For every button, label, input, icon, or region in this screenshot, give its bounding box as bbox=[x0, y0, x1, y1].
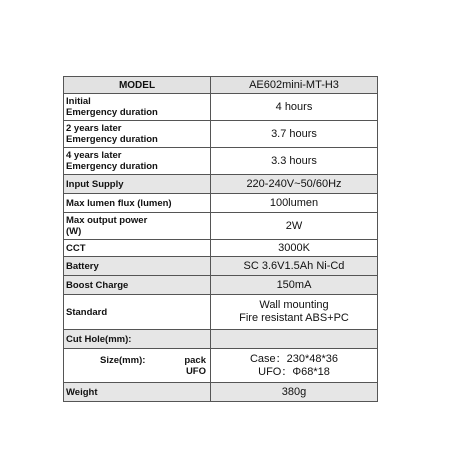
row-label-line: 4 years later bbox=[66, 150, 122, 161]
size-sub-label-ufo: UFO bbox=[185, 365, 206, 377]
table-row-weight bbox=[64, 383, 378, 402]
row-value: 150mA bbox=[211, 276, 378, 295]
row-label: Boost Charge bbox=[64, 276, 211, 295]
table-row-lumen-flux bbox=[64, 194, 378, 213]
row-label bbox=[64, 94, 211, 121]
row-label: Weight bbox=[64, 383, 211, 402]
row-label-line: Max output power bbox=[66, 215, 148, 226]
row-value: 2W bbox=[211, 213, 378, 240]
row-value: 380g bbox=[211, 383, 378, 402]
row-label bbox=[64, 349, 211, 383]
table-header-row bbox=[64, 77, 378, 94]
table-row-input-supply bbox=[64, 175, 378, 194]
row-label: CCT bbox=[64, 240, 211, 257]
table-row-size bbox=[64, 349, 378, 383]
size-label-group bbox=[66, 355, 208, 377]
row-value-line: Fire resistant ABS+PC bbox=[239, 312, 349, 324]
model-label: MODEL bbox=[64, 77, 211, 94]
spec-table bbox=[63, 76, 378, 402]
row-label-line: Initial bbox=[66, 96, 91, 107]
row-label bbox=[64, 213, 211, 240]
row-label-line: Emergency duration bbox=[66, 161, 158, 172]
row-label: Input Supply bbox=[64, 175, 211, 194]
row-value bbox=[211, 295, 378, 330]
model-value: AE602mini-MT-H3 bbox=[211, 77, 378, 94]
table-row-4yr-duration bbox=[64, 148, 378, 175]
row-value: 220-240V~50/60Hz bbox=[211, 175, 378, 194]
row-value: 100lumen bbox=[211, 194, 378, 213]
size-sub-label-pack: pack bbox=[184, 354, 206, 366]
row-value: 4 hours bbox=[211, 94, 378, 121]
row-value: 3000K bbox=[211, 240, 378, 257]
row-label bbox=[64, 148, 211, 175]
row-value-line: Wall mounting bbox=[259, 299, 329, 311]
table-row-boost-charge bbox=[64, 276, 378, 295]
table-row-cut-hole bbox=[64, 330, 378, 349]
row-label: Max lumen flux (lumen) bbox=[64, 194, 211, 213]
table-row-2yr-duration bbox=[64, 121, 378, 148]
size-sub-labels bbox=[184, 355, 206, 377]
row-value: 3.7 hours bbox=[211, 121, 378, 148]
row-value: SC 3.6V1.5Ah Ni-Cd bbox=[211, 257, 378, 276]
table-row-initial-duration bbox=[64, 94, 378, 121]
row-label-line: Emergency duration bbox=[66, 107, 158, 118]
row-label: Cut Hole(mm): bbox=[64, 330, 211, 349]
row-value: 3.3 hours bbox=[211, 148, 378, 175]
row-label: Standard bbox=[64, 295, 211, 330]
table-row-cct bbox=[64, 240, 378, 257]
table-row-battery bbox=[64, 257, 378, 276]
row-value bbox=[211, 349, 378, 383]
row-value bbox=[211, 330, 378, 349]
row-value-line: Case：230*48*36 bbox=[249, 352, 339, 365]
size-label: Size(mm): bbox=[100, 354, 146, 366]
table-row-output-power bbox=[64, 213, 378, 240]
row-label-line: 2 years later bbox=[66, 123, 122, 134]
table-row-standard bbox=[64, 295, 378, 330]
row-label-line: (W) bbox=[66, 226, 82, 237]
row-label bbox=[64, 121, 211, 148]
row-value-line: UFO：Φ68*18 bbox=[258, 365, 330, 378]
row-label-line: Emergency duration bbox=[66, 134, 158, 145]
row-label: Battery bbox=[64, 257, 211, 276]
